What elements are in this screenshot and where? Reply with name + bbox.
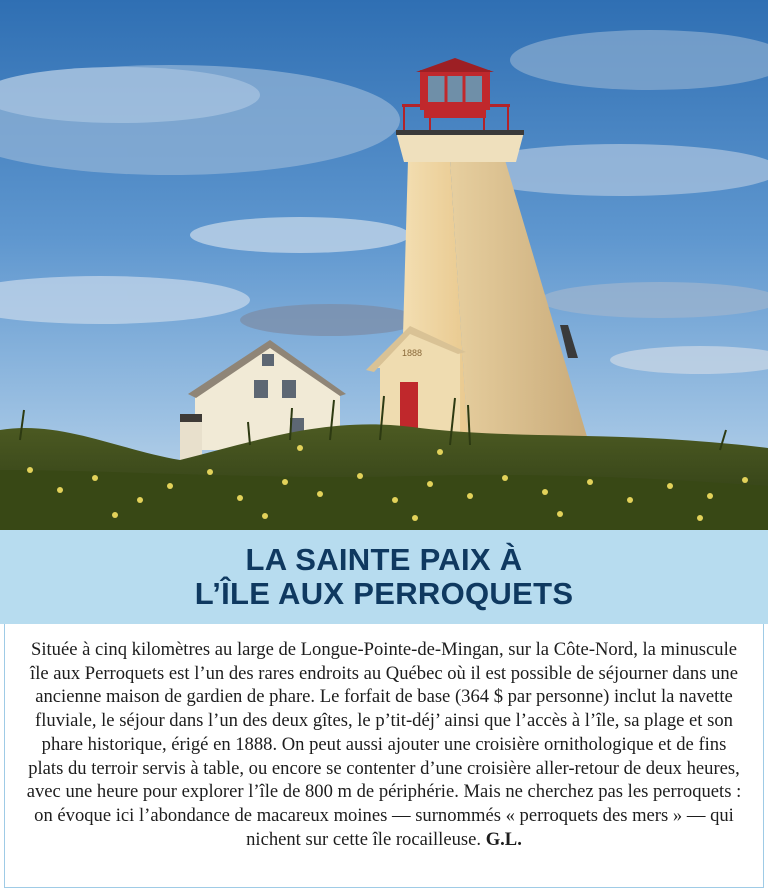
title-line-1: LA SAINTE PAIX À	[245, 542, 523, 577]
year-plaque: 1888	[402, 348, 423, 358]
title-line-2: L’ÎLE AUX PERROQUETS	[194, 576, 574, 611]
article-body-box	[4, 624, 764, 888]
article-title	[195, 543, 574, 611]
author-initials: G.L.	[485, 828, 522, 850]
article-body-text: Située à cinq kilomètres au large de Longue-Pointe-de-Mingan, sur la Côte-Nord, la minuscule île aux Perroquets est l’un des rares endroits au Québec où il est possible de séjourner dans une ancienne maison de gardien de phare. Le forfait de base (364 $ par personne) inclut la navette fluviale, le séjour dans l’un des deux gîtes, le p’tit-déj’ ainsi que l’accès à l’île, sa plage et son phare historique, érigé en 1888. On peut aussi ajouter une croisière ornithologique et de fins plats du terroir servis à table, ou encore se contenter d’une croisière aller-retour de deux heures, avec une heure pour explorer l’île de 800 m de périphérie. Mais ne cherchez pas les perroquets : on évoque ici l’abondance de macareux moines — surnommés « perroquets des mers » — qui nichent sur cette île rocailleuse.	[26, 639, 742, 850]
title-band	[0, 530, 768, 624]
article-body	[5, 624, 763, 851]
